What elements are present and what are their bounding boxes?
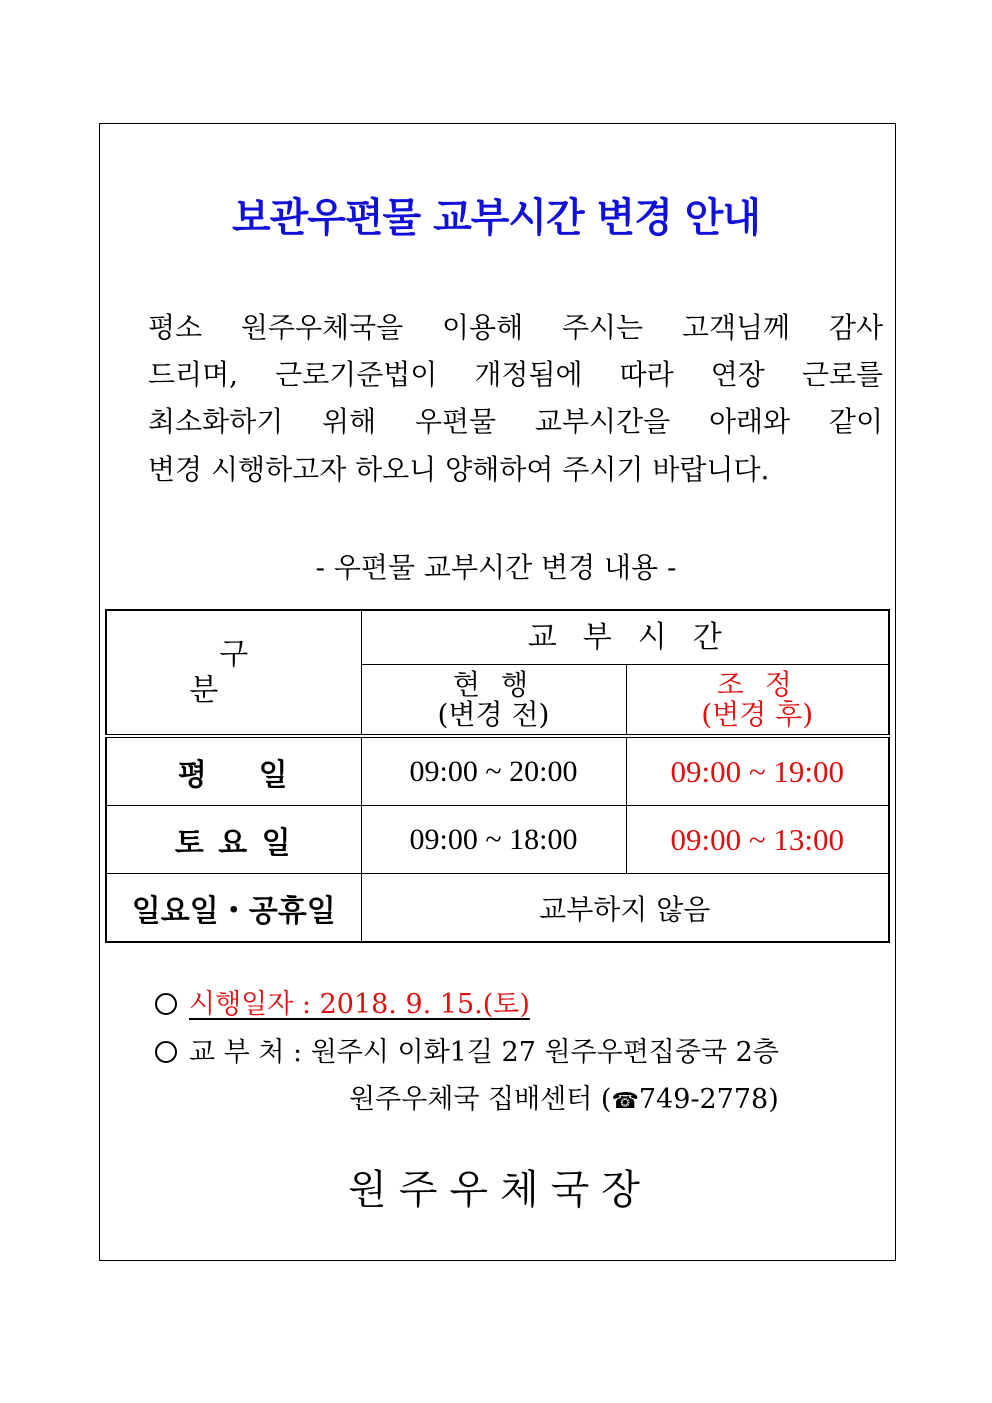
adjusted-header: 조 정 (변경 후) [626, 665, 889, 737]
intro-line-3: 최소화하기 위해 우편물 교부시간을 아래와 같이 [148, 405, 883, 438]
effective-date-line [155, 985, 530, 1025]
saturday-adjusted-hours: 09:00 ~ 13:00 [626, 806, 889, 874]
row-label-holiday: 일요일・공휴일 [106, 874, 361, 943]
time-header: 교부시간 [361, 610, 889, 665]
holiday-value: 교부하지 않음 [361, 874, 889, 943]
row-label-weekday: 평 일 [106, 736, 361, 806]
table-row [106, 736, 889, 806]
saturday-current-hours: 09:00 ~ 18:00 [361, 806, 626, 874]
circle-bullet-icon [155, 1041, 177, 1063]
notice-title: 보관우편물 교부시간 변경 안내 [231, 195, 761, 241]
table-row [106, 874, 889, 943]
row-label-saturday: 토 요 일 [106, 806, 361, 874]
circle-bullet-icon [155, 993, 177, 1015]
signature: 원주우체국장 [348, 1167, 652, 1213]
place-center: 원주우체국 집배센터 ( [349, 1084, 612, 1115]
intro-line-2: 드리며, 근로기준법이 개정됨에 따라 연장 근로를 [148, 358, 883, 391]
place-label: 교 부 처 : [189, 1037, 311, 1068]
current-header: 현 행 (변경 전) [361, 665, 626, 737]
category-header: 구 분 [106, 610, 361, 736]
place-line [155, 1033, 779, 1073]
phone-number: 749-2778) [638, 1084, 779, 1115]
section-subtitle: - 우편물 교부시간 변경 내용 - [315, 551, 677, 584]
place-address: 원주시 이화1길 27 원주우편집중국 2층 [310, 1037, 779, 1068]
effective-date: 시행일자 : 2018. 9. 15.(토) [189, 989, 530, 1020]
table-row [106, 806, 889, 874]
schedule-table [105, 609, 890, 943]
telephone-icon: ☎ [611, 1089, 639, 1114]
weekday-current-hours: 09:00 ~ 20:00 [361, 736, 626, 806]
intro-line-1: 평소 원주우체국을 이용해 주시는 고객님께 감사 [148, 311, 883, 344]
place-line-2 [349, 1080, 779, 1120]
weekday-adjusted-hours: 09:00 ~ 19:00 [626, 736, 889, 806]
intro-line-4: 변경 시행하고자 하오니 양해하여 주시기 바랍니다. [148, 453, 770, 486]
